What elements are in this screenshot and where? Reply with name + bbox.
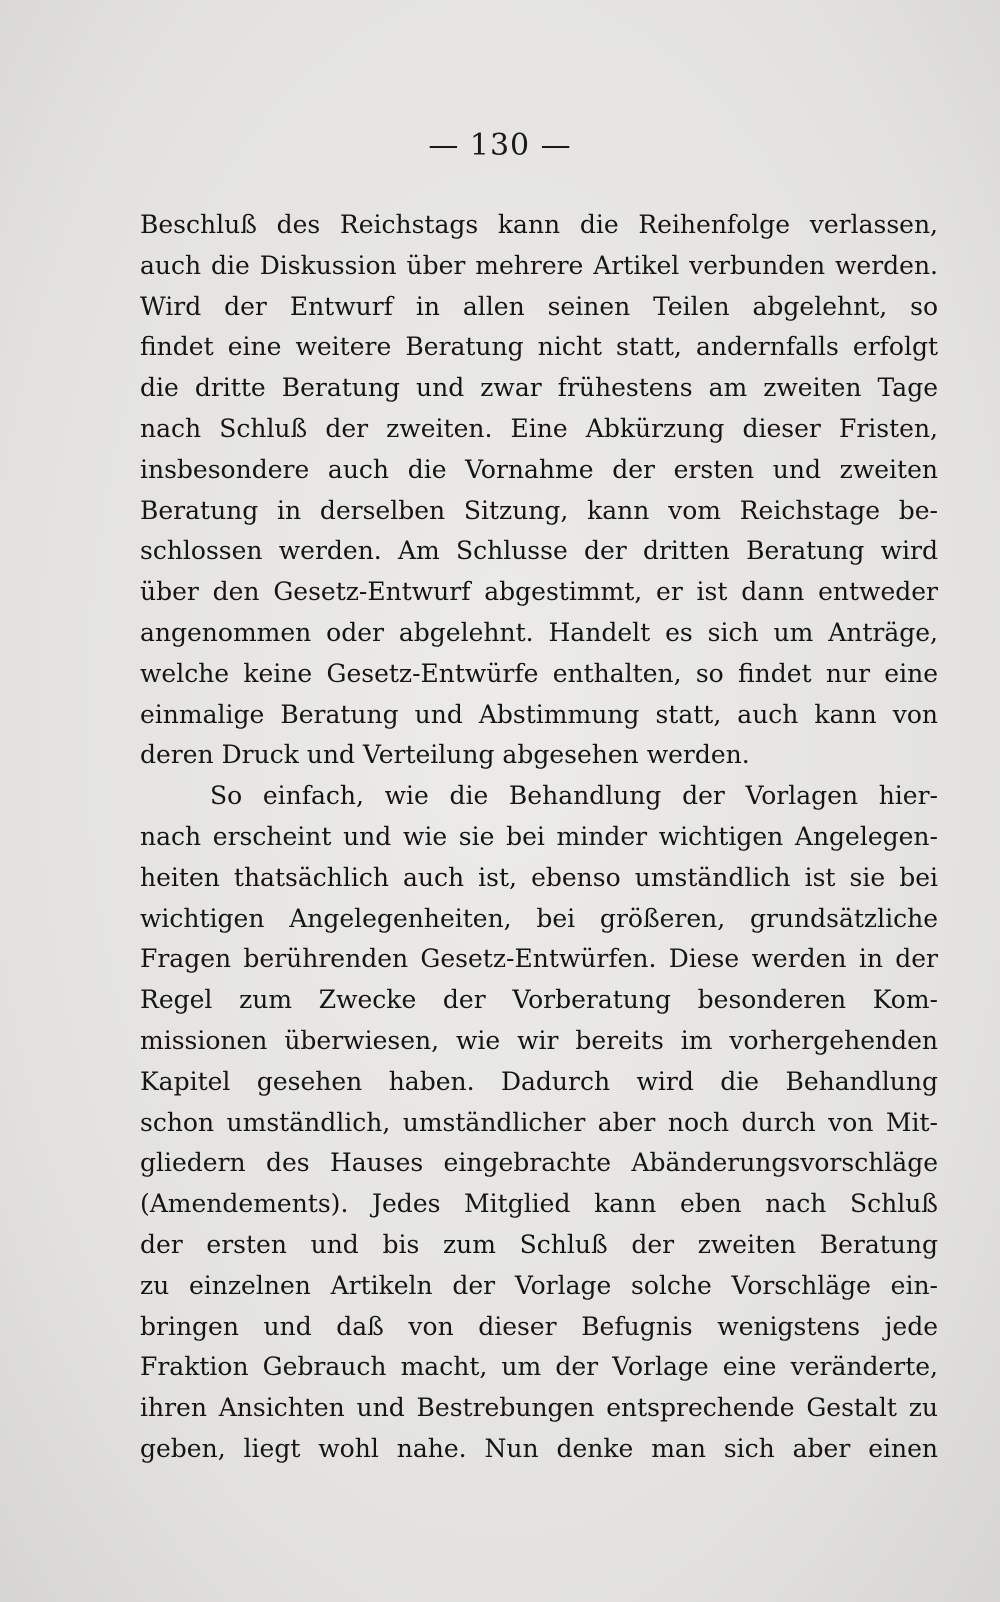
text-line: Kapitel gesehen haben. Dadurch wird die Behandlung: [140, 1066, 938, 1096]
text-line: Beschluß des Reichstags kann die Reihenfolge verlassen,: [140, 210, 938, 239]
text-line: findet eine weitere Beratung nicht statt, andernfalls erfolgt: [140, 332, 938, 362]
text-line: über den Gesetz-Entwurf abgestimmt, er ist dann entweder: [140, 577, 938, 607]
text-line: wichtigen Angelegenheiten, bei größeren, grundsätzliche: [140, 903, 938, 933]
text-line: auch die Diskussion über mehrere Artikel verbunden werden.: [140, 250, 938, 280]
text-line: Beratung in derselben Sitzung, kann vom Reichstage be-: [140, 495, 938, 525]
text-line: gliedern des Hauses eingebrachte Abänderungsvorschläge: [140, 1148, 938, 1178]
text-line: (Amendements). Jedes Mitglied kann eben nach Schluß: [140, 1189, 938, 1219]
text-line: schlossen werden. Am Schlusse der dritten Beratung wird: [140, 536, 938, 566]
body-text: [140, 205, 938, 1470]
text-line: ihren Ansichten und Bestrebungen entsprechende Gestalt zu: [140, 1393, 938, 1423]
text-line: Regel zum Zwecke der Vorberatung besonderen Kom-: [140, 985, 938, 1015]
text-line: zu einzelnen Artikeln der Vorlage solche Vorschläge ein-: [140, 1270, 938, 1300]
text-line: der ersten und bis zum Schluß der zweiten Beratung: [140, 1229, 938, 1259]
text-line: nach erscheint und wie sie bei minder wichtigen Angelegen-: [140, 821, 938, 851]
text-line: deren Druck und Verteilung abgesehen werden.: [140, 740, 750, 770]
text-line: einmalige Beratung und Abstimmung statt, auch kann von: [140, 699, 938, 729]
text-line: Fraktion Gebrauch macht, um der Vorlage eine veränderte,: [140, 1352, 938, 1382]
text-line: angenommen oder abgelehnt. Handelt es sich um Anträge,: [140, 617, 938, 647]
text-line: missionen überwiesen, wie wir bereits im vorhergehenden: [140, 1025, 938, 1055]
paragraph-start-line: So einfach, wie die Behandlung der Vorlagen hier-: [210, 781, 938, 811]
text-line: schon umständlich, umständlicher aber noch durch von Mit-: [140, 1107, 938, 1137]
text-line: welche keine Gesetz-Entwürfe enthalten, so findet nur eine: [140, 658, 938, 688]
text-line: Wird der Entwurf in allen seinen Teilen abgelehnt, so: [140, 291, 938, 321]
text-line: Fragen berührenden Gesetz-Entwürfen. Diese werden in der: [140, 944, 938, 974]
text-line: bringen und daß von dieser Befugnis wenigstens jede: [140, 1311, 938, 1341]
text-line: die dritte Beratung und zwar frühestens am zweiten Tage: [140, 373, 938, 403]
text-line: heiten thatsächlich auch ist, ebenso umständlich ist sie bei: [140, 862, 938, 892]
text-line: geben, liegt wohl nahe. Nun denke man sich aber einen: [140, 1433, 938, 1463]
text-line: nach Schluß der zweiten. Eine Abkürzung dieser Fristen,: [140, 413, 938, 443]
page-number: — 130 —: [428, 128, 572, 163]
text-line: insbesondere auch die Vornahme der ersten und zweiten: [140, 454, 938, 484]
